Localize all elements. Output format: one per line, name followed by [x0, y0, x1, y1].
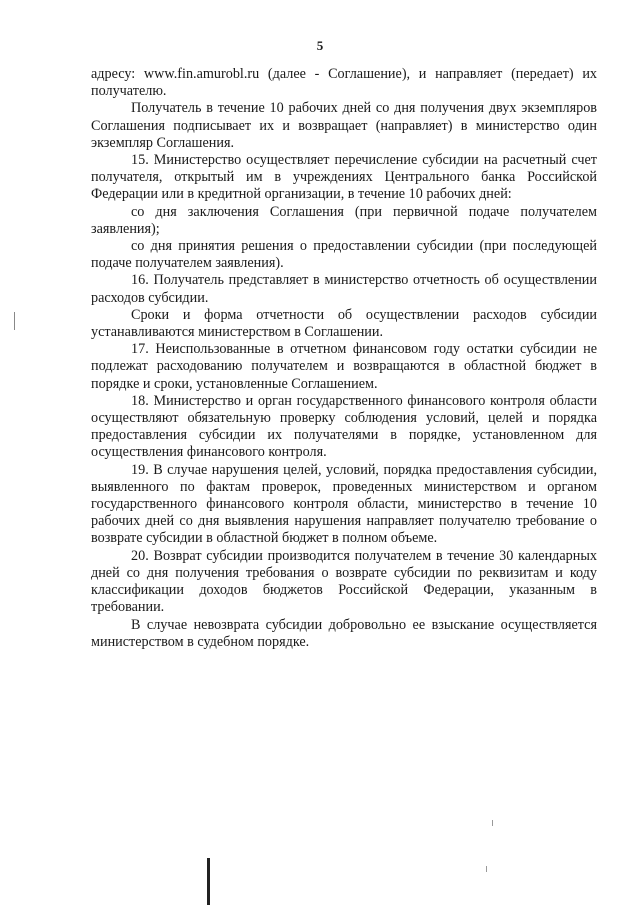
- paragraph-agreement-signing: Получатель в течение 10 рабочих дней со дня получения двух экземпляров Соглашения подписывает их и возвращает (направляет) в министерство один экземпляр Соглашения.: [91, 100, 597, 151]
- scan-artifact-left: [14, 312, 15, 330]
- paragraph-18: 18. Министерство и орган государственного финансового контроля области осуществляют обязательную проверку соблюдения условий, целей и порядка предоставления субсидии их получателями в порядке, установленном для осуществления финансового контроля.: [91, 392, 597, 461]
- paragraph-continuation: адресу: www.fin.amurobl.ru (далее - Соглашение), и направляет (передает) их получателю.: [91, 66, 597, 100]
- scan-artifact-speck: [492, 820, 493, 826]
- paragraph-17: 17. Неиспользованные в отчетном финансовом году остатки субсидии не подлежат расходованию получателем и возвращаются в областной бюджет в порядке и сроки, установленные Соглашением.: [91, 341, 597, 392]
- paragraph-20: 20. Возврат субсидии производится получателем в течение 30 календарных дней со дня получения требования о возврате субсидии по реквизитам и коду классификации доходов бюджетов Российской Федерации, указанным в требовании.: [91, 547, 597, 616]
- paragraph-15-item-2: со дня принятия решения о предоставлении субсидии (при последующей подаче получателем заявления).: [91, 238, 597, 272]
- paragraph-16: 16. Получатель представляет в министерство отчетность об осуществлении расходов субсидии.: [91, 272, 597, 306]
- page-number: 5: [316, 38, 324, 53]
- paragraph-20-enforcement: В случае невозврата субсидии добровольно ее взыскание осуществляется министерством в судебном порядке.: [91, 616, 597, 650]
- document-body: [91, 66, 597, 651]
- paragraph-16-reporting: Сроки и форма отчетности об осуществлении расходов субсидии устанавливаются министерством в Соглашении.: [91, 306, 597, 341]
- paragraph-19: 19. В случае нарушения целей, условий, порядка предоставления субсидии, выявленного по фактам проверок, проведенных министерством и органом государственного финансового контроля области, министерство в течение 10 рабочих дней со дня выявления нарушения направляет получателю требование о возврате субсидии в областной бюджет в полном объеме.: [91, 461, 597, 547]
- scan-artifact-bottom: [207, 858, 210, 905]
- paragraph-15-item-1: со дня заключения Соглашения (при первичной подаче получателем заявления);: [91, 203, 597, 237]
- paragraph-15: 15. Министерство осуществляет перечисление субсидии на расчетный счет получателя, открытый им в учреждениях Центрального банка Российской Федерации или в кредитной организации, в течение 10 рабочих дней:: [91, 152, 597, 203]
- scan-artifact-speck: [486, 866, 487, 872]
